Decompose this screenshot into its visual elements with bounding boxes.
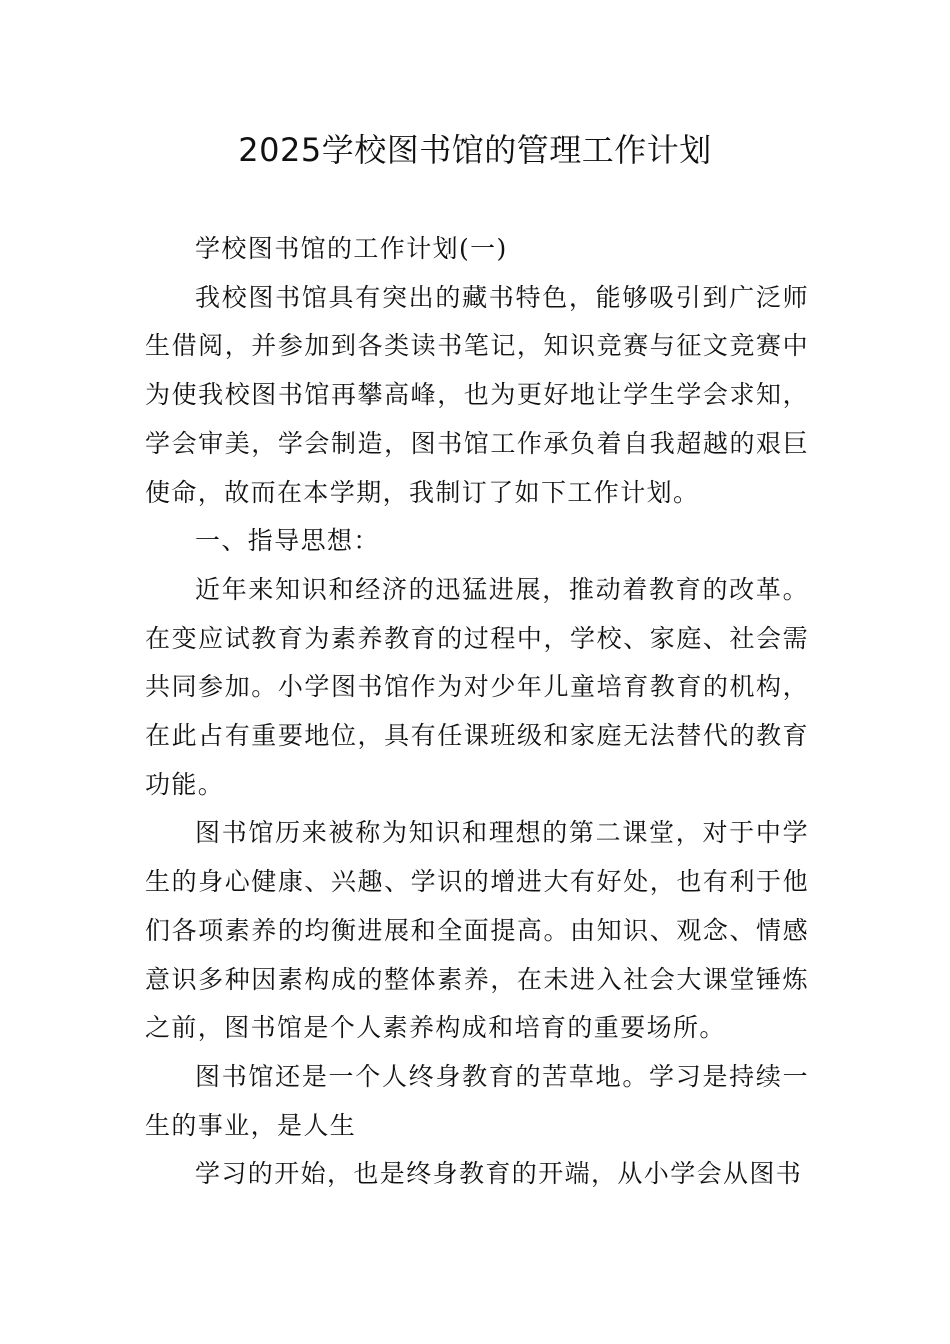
document-title: 2025学校图书馆的管理工作计划: [238, 131, 712, 169]
paragraph-lifelong-education: 图书馆还是一个人终身教育的苦草地。学习是持续一生的事业，是人生: [145, 1061, 809, 1140]
paragraph-intro: 我校图书馆具有突出的藏书特色，能够吸引到广泛师生借阅，并参加到各类读书笔记，知识竞赛与征文竞赛中为使我校图书馆再攀高峰，也为更好地让学生学会求知，学会审美，学会制造，图书馆工作承负着自我超越的艰巨使命，故而在本学期，我制订了如下工作计划。: [145, 282, 809, 507]
paragraph-second-classroom: 图书馆历来被称为知识和理想的第二课堂，对于中学生的身心健康、兴趣、学识的增进大有好处，也有利于他们各项素养的均衡进展和全面提高。由知识、观念、情感意识多种因素构成的整体素养，在未进入社会大课堂锤炼之前，图书馆是个人素养构成和培育的重要场所。: [145, 818, 809, 1043]
paragraph-heading-guiding-ideas: 一、指导思想：: [195, 526, 380, 556]
paragraph-learning-start: 学习的开始，也是终身教育的开端，从小学会从图书: [195, 1159, 803, 1189]
document-body: [145, 225, 809, 1199]
paragraph-section-heading: 学校图书馆的工作计划(一): [195, 234, 508, 263]
paragraph-guiding-ideas: 近年来知识和经济的迅猛进展，推动着教育的改革。在变应试教育为素养教育的过程中，学校、家庭、社会需共同参加。小学图书馆作为对少年儿童培育教育的机构，在此占有重要地位，具有任课班级和家庭无法替代的教育功能。: [145, 574, 809, 799]
